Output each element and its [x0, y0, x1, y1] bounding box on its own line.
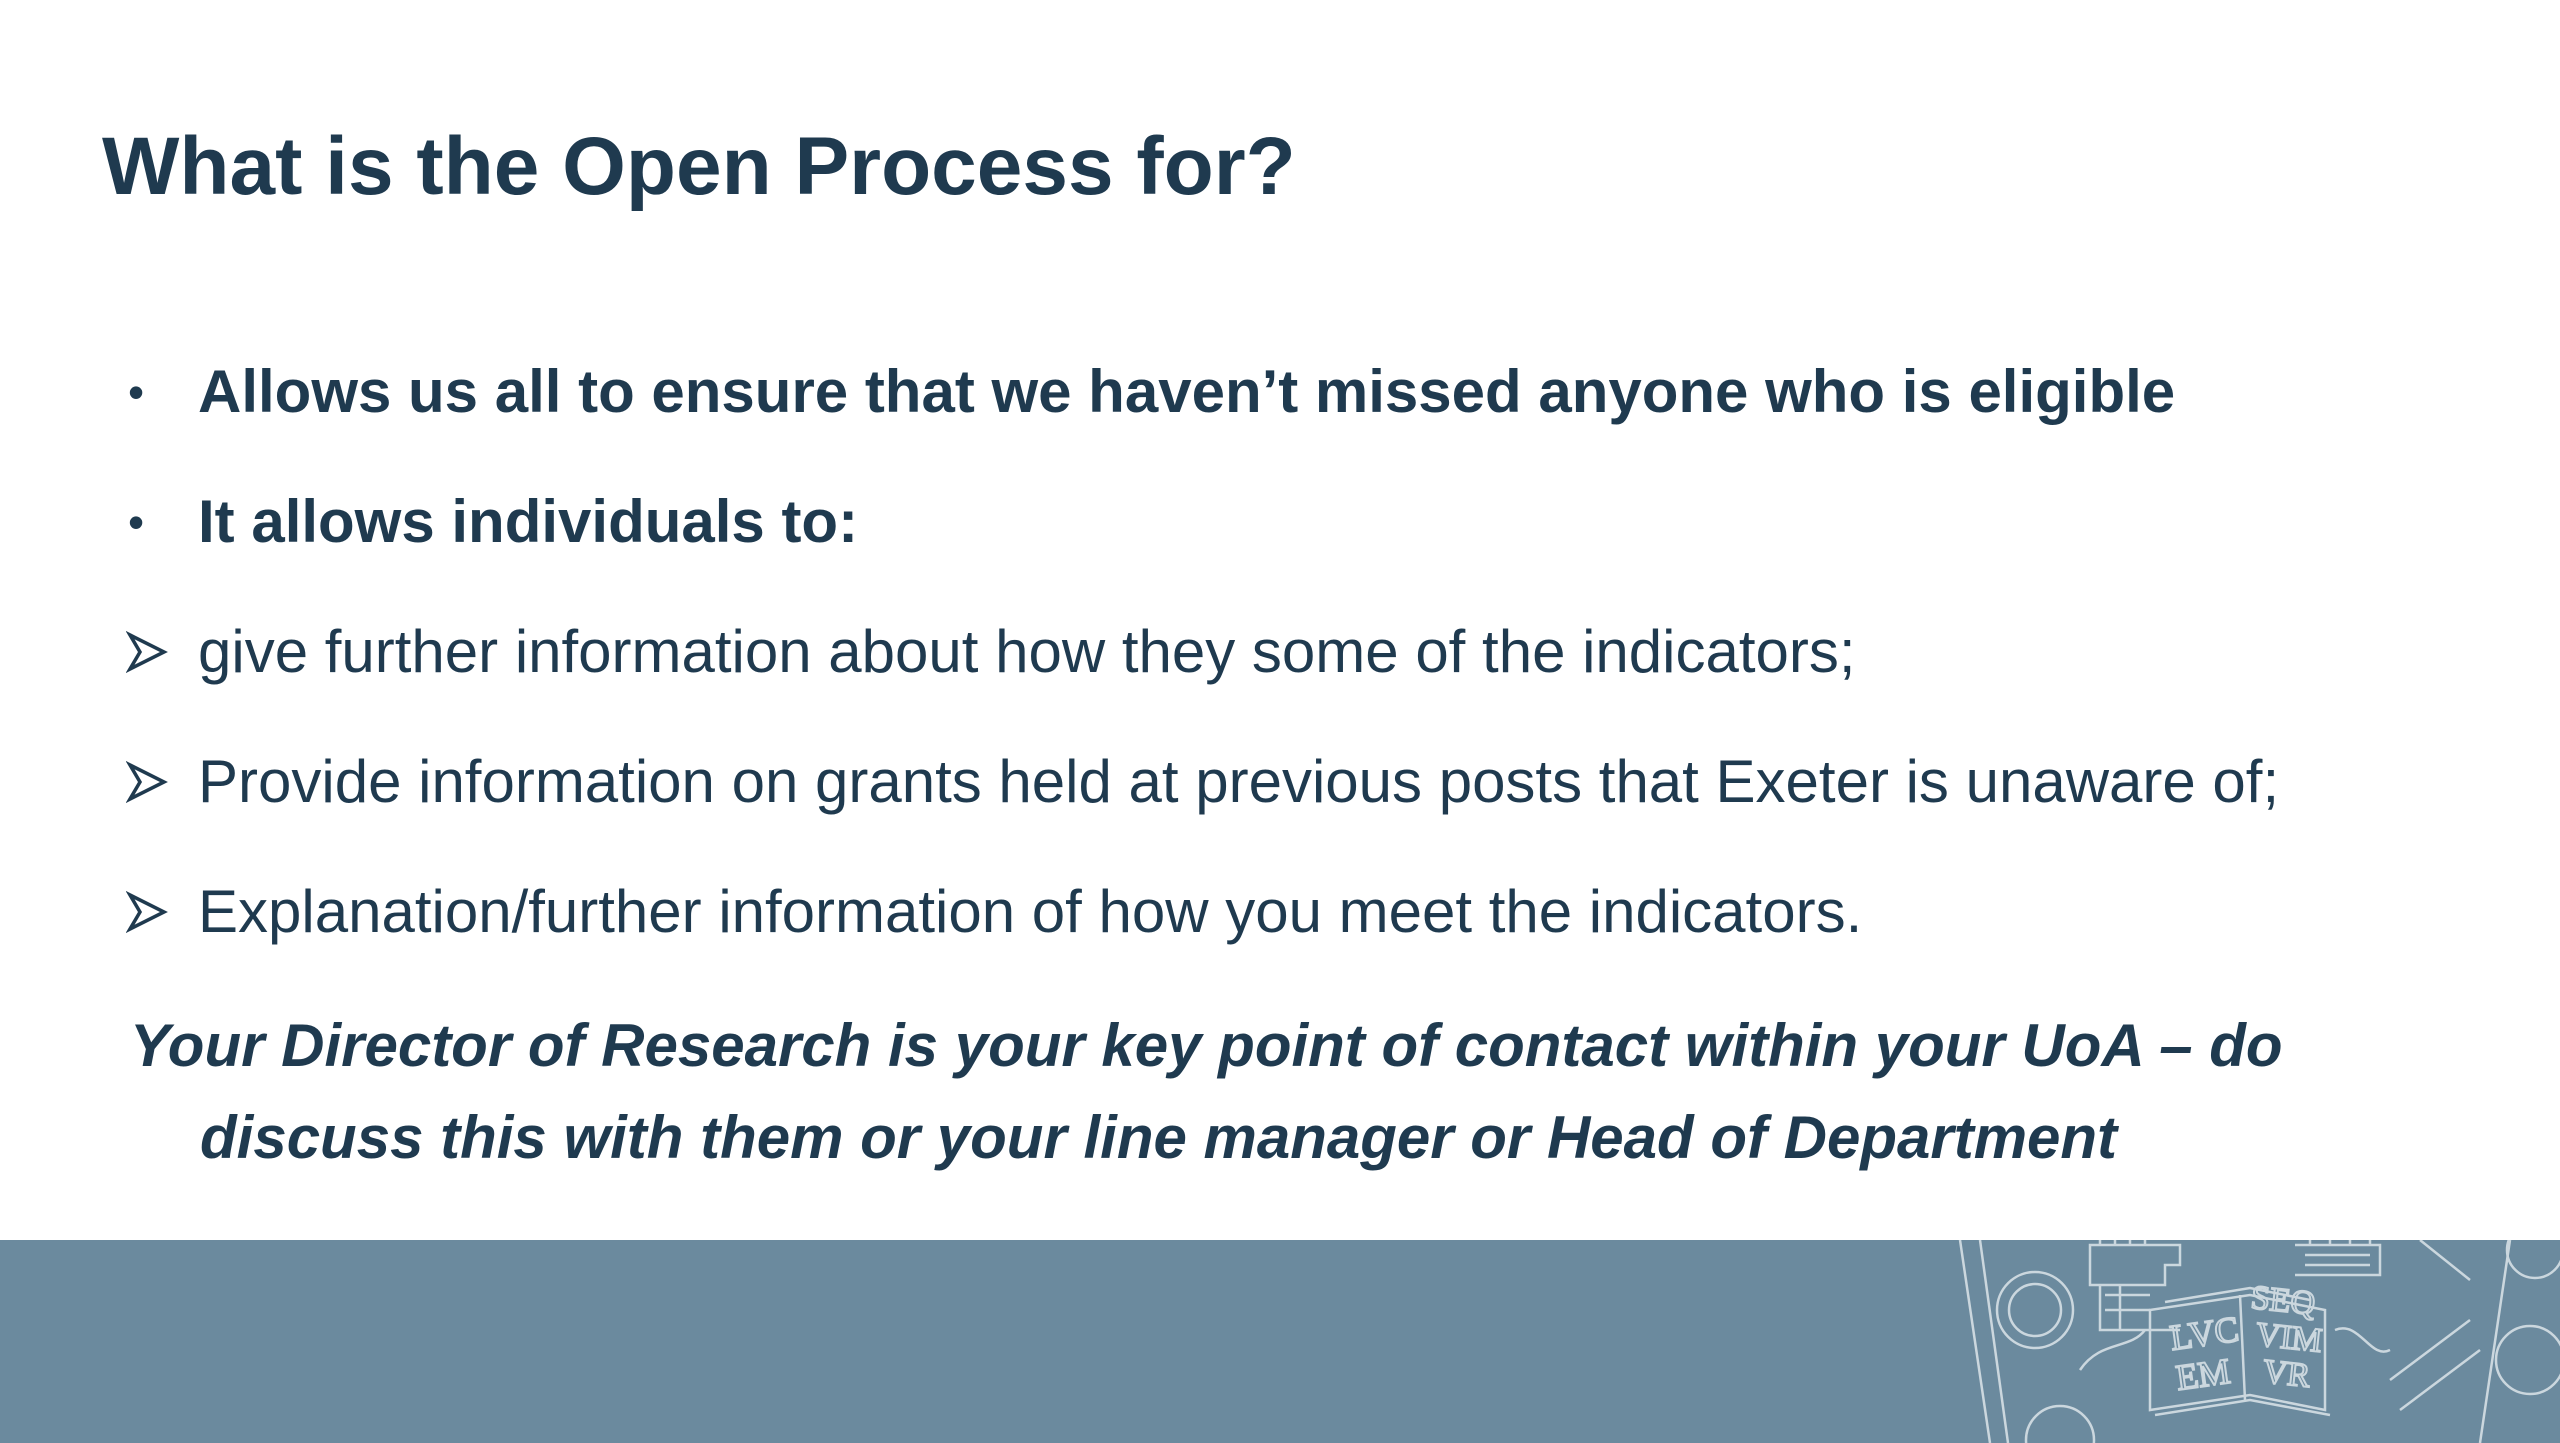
svg-text:VIM: VIM [2254, 1316, 2324, 1360]
svg-text:EM: EM [2173, 1350, 2233, 1398]
bullet-item [0, 347, 2560, 437]
sub-point-item [0, 737, 2560, 827]
slide-title: What is the Open Process for? [102, 121, 1296, 212]
contact-note-line: discuss this with them or your line manager or Head of Department [200, 1104, 2118, 1171]
bullet-item [0, 477, 2560, 567]
arrow-bullet-icon [126, 607, 168, 673]
sub-point-text: Provide information on grants held at previous posts that Exeter is unaware of; [198, 748, 2280, 815]
bullet-text: Allows us all to ensure that we haven’t missed anyone who is eligible [198, 358, 2176, 425]
svg-text:SEQ: SEQ [2249, 1279, 2317, 1323]
university-crest-icon [1950, 1240, 2560, 1443]
footer-band [0, 1240, 2560, 1443]
bullet-text: It allows individuals to: [198, 488, 859, 555]
bullet-dot-icon: • [128, 496, 145, 548]
sub-point-item [0, 607, 2560, 697]
contact-note [130, 1000, 2530, 1184]
svg-text:LVC: LVC [2167, 1308, 2242, 1358]
sub-point-text: give further information about how they some of the indicators; [198, 618, 1856, 685]
arrow-bullet-icon [126, 867, 168, 933]
sub-point-item [0, 867, 2560, 957]
svg-text:VR: VR [2261, 1353, 2313, 1395]
contact-note-line: Your Director of Research is your key point of contact within your UoA – do [130, 1012, 2283, 1079]
bullet-dot-icon: • [128, 366, 145, 418]
sub-point-text: Explanation/further information of how you meet the indicators. [198, 878, 1863, 945]
arrow-bullet-icon [126, 737, 168, 803]
